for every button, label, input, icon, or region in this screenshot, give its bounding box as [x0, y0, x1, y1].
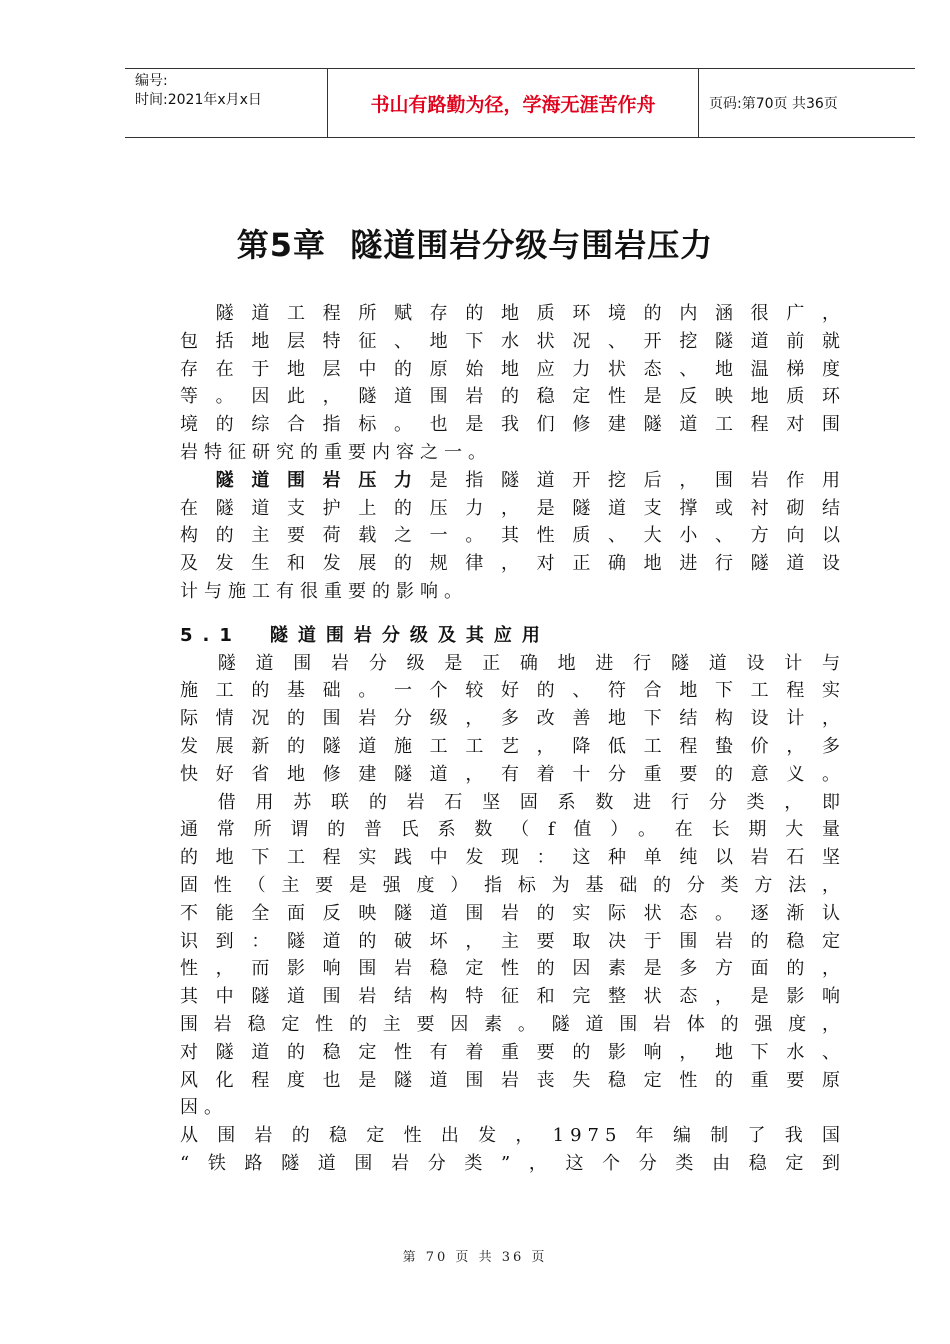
text-line: 的地下工程实践中发现：这种单纯以岩石坚: [180, 847, 846, 869]
header-meta: [125, 69, 327, 137]
text-line: 从围岩的稳定性出发，1975年编制了我国: [180, 1125, 846, 1147]
text-line: 隧道工程所赋存的地质环境的内涵很广，: [180, 303, 846, 324]
number-label: 编号:: [135, 73, 168, 89]
paragraph-2-first-rest: 是指隧道开挖后，围岩作用: [429, 469, 847, 491]
chapter-name: 隧道围岩分级与围岩压力: [350, 226, 714, 264]
text-line: 不能全面反映隧道围岩的实际状态。逐渐认: [180, 902, 846, 924]
paragraph-5: [180, 1122, 846, 1178]
time-label: 时间:2021年x月x日: [135, 92, 262, 108]
section-heading: 5.1 隧道围岩分级及其应用: [180, 624, 550, 646]
text-line: 借用苏联的岩石坚固系数进行分类，即: [180, 791, 846, 813]
page-footer: 第 70 页 共 36 页: [402, 1250, 548, 1265]
text-line: 及发生和发展的规律，对正确地进行隧道设: [180, 553, 846, 575]
text-line: 包括地层特征、地下水状况、开挖隧道前就: [180, 330, 846, 352]
text-line: 隧道围岩分级是正确地进行隧道设计与: [180, 652, 846, 674]
text-line: 快好省地修建隧道，有着十分重要的意义。: [180, 763, 846, 785]
text-line: 存在于地层中的原始地应力状态、地温梯度: [180, 358, 846, 380]
paragraph-2: [180, 467, 846, 606]
text-line: 等。因此，隧道围岩的稳定性是反映地质环: [180, 386, 846, 408]
header-table: [125, 68, 915, 138]
text-line: 固性（主要是强度）指标为基础的分类方法，: [180, 874, 846, 896]
text-line: 其中隧道围岩结构特征和完整状态，是影响: [180, 986, 846, 1008]
text-line: 因。: [180, 1097, 228, 1119]
text-line: 构的主要荷载之一。其性质、大小、方向以: [180, 525, 846, 547]
text-line: 围岩稳定性的主要因素。隧道围岩体的强度，: [180, 1013, 846, 1035]
chapter-title: [0, 220, 950, 266]
bold-term: 隧道围岩压力: [215, 469, 430, 491]
text-line: 计与施工有很重要的影响。: [180, 580, 468, 602]
paragraph-1: [180, 300, 846, 467]
text-line: 性，而影响围岩稳定性的因素是多方面的，: [180, 958, 846, 980]
header-page-label: 页码:第70页 共36页: [709, 96, 838, 112]
text-line: 风化程度也是隧道围岩丧失稳定性的重要原: [180, 1069, 846, 1091]
body-text: [180, 300, 846, 1178]
text-line: 施工的基础。一个较好的、符合地下工程实: [180, 680, 846, 702]
text-line: 对隧道的稳定性有着重要的影响，地下水、: [180, 1041, 846, 1063]
text-line: 通常所谓的普氏系数（f值）。在长期大量: [180, 819, 846, 841]
text-line: 际情况的围岩分级，多改善地下结构设计，: [180, 708, 846, 730]
text-line: 识到：隧道的破坏，主要取决于围岩的稳定: [180, 930, 846, 952]
paragraph-4: [180, 789, 846, 1123]
text-line: 境的综合指标。也是我们修建隧道工程对围: [180, 414, 846, 436]
text-line: “铁路隧道围岩分类”，这个分类由稳定到: [180, 1152, 846, 1174]
text-line: 岩特征研究的重要内容之一。: [180, 441, 492, 463]
text-line: 发展新的隧道施工工艺，降低工程蛰价，多: [180, 735, 846, 757]
header-motto: 书山有路勤为径，学海无涯苦作舟: [327, 69, 699, 137]
paragraph-3: [180, 650, 846, 789]
text-line: 在隧道支护上的压力，是隧道支撑或衬砌结: [180, 497, 846, 519]
chapter-number: 第5章: [236, 226, 327, 264]
